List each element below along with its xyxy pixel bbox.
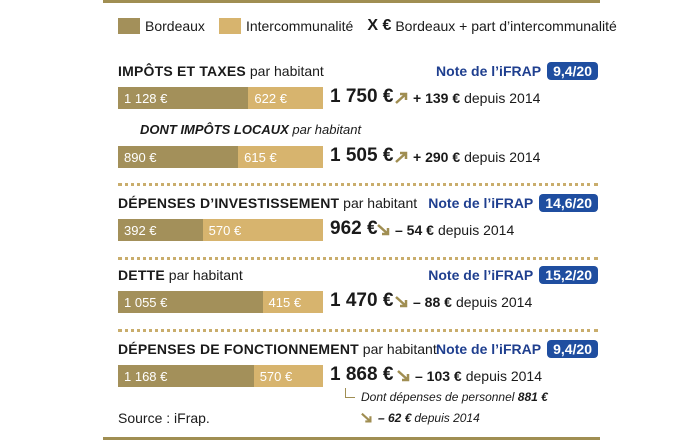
stacked-bar xyxy=(118,87,323,109)
arrow-down-icon xyxy=(376,223,392,237)
ifrap-score-badge: 15,2/20 xyxy=(539,266,598,284)
ifrap-score-badge: 9,4/20 xyxy=(547,62,598,80)
stacked-bar xyxy=(118,146,323,168)
bar-segment-interco: 570 € xyxy=(254,365,323,387)
change-since-2014: + 290 € depuis 2014 xyxy=(394,149,540,165)
section-title: DÉPENSES DE FONCTIONNEMENT par habitant xyxy=(118,341,437,357)
bar-segment-bordeaux: 392 € xyxy=(118,219,203,241)
legend-label-bordeaux: Bordeaux xyxy=(145,18,205,34)
change-since-2014: – 88 € depuis 2014 xyxy=(394,294,532,310)
total-value: 962 € xyxy=(330,218,378,239)
bar-segment-interco: 615 € xyxy=(238,146,323,168)
section-title: DETTE par habitant xyxy=(118,267,243,283)
section-impots-locaux xyxy=(118,122,598,172)
stacked-bar xyxy=(118,219,323,241)
legend-item-interco xyxy=(219,18,353,34)
source-note: Source : iFrap. xyxy=(118,410,210,426)
legend-item-total xyxy=(367,17,616,35)
total-value: 1 750 € xyxy=(330,86,394,107)
section-investissement xyxy=(118,195,598,245)
arrow-up-icon xyxy=(394,91,410,105)
legend-swatch-bordeaux xyxy=(118,18,140,34)
section-dette xyxy=(118,267,598,317)
dotted-divider xyxy=(118,183,598,186)
bottom-rule xyxy=(103,437,600,440)
ifrap-score-badge: 14,6/20 xyxy=(539,194,598,212)
stacked-bar xyxy=(118,365,323,387)
total-value: 1 505 € xyxy=(330,145,394,166)
personnel-note: Dont dépenses de personnel 881 € xyxy=(361,390,548,404)
legend xyxy=(118,15,631,37)
legend-item-bordeaux xyxy=(118,18,205,34)
personnel-change: – 62 € depuis 2014 xyxy=(360,411,480,425)
arrow-down-icon xyxy=(396,369,412,383)
arrow-down-icon xyxy=(360,412,374,424)
ifrap-note: Note de l’iFRAP 9,4/20 xyxy=(436,340,598,358)
section-fonctionnement xyxy=(118,341,598,391)
section-impots-taxes xyxy=(118,63,598,113)
callout-connector xyxy=(345,388,355,398)
ifrap-note: Note de l’iFRAP 15,2/20 xyxy=(428,266,598,284)
bar-segment-interco: 415 € xyxy=(263,291,323,313)
dotted-divider xyxy=(118,329,598,332)
change-since-2014: – 103 € depuis 2014 xyxy=(396,368,542,384)
total-value: 1 470 € xyxy=(330,290,394,311)
bar-segment-bordeaux: 1 055 € xyxy=(118,291,263,313)
bar-segment-interco: 570 € xyxy=(203,219,323,241)
bar-segment-interco: 622 € xyxy=(248,87,323,109)
arrow-down-icon xyxy=(394,295,410,309)
section-title: IMPÔTS ET TAXES par habitant xyxy=(118,63,324,79)
arrow-up-icon xyxy=(394,150,410,164)
ifrap-note: Note de l’iFRAP 9,4/20 xyxy=(436,62,598,80)
legend-x-symbol: X € xyxy=(367,17,392,34)
ifrap-score-badge: 9,4/20 xyxy=(547,340,598,358)
bar-segment-bordeaux: 1 168 € xyxy=(118,365,254,387)
bar-segment-bordeaux: 1 128 € xyxy=(118,87,248,109)
change-since-2014: – 54 € depuis 2014 xyxy=(376,222,514,238)
total-value: 1 868 € xyxy=(330,364,394,385)
legend-label-total: Bordeaux + part d’intercommunalité xyxy=(395,18,617,34)
legend-label-interco: Intercommunalité xyxy=(245,18,354,34)
bar-segment-bordeaux: 890 € xyxy=(118,146,238,168)
stacked-bar xyxy=(118,291,323,313)
legend-swatch-interco xyxy=(219,18,241,34)
change-since-2014: + 139 € depuis 2014 xyxy=(394,90,540,106)
section-title: DÉPENSES D’INVESTISSEMENT par habitant xyxy=(118,195,418,211)
ifrap-note: Note de l’iFRAP 14,6/20 xyxy=(428,194,598,212)
dotted-divider xyxy=(118,257,598,260)
section-subtitle: DONT IMPÔTS LOCAUX par habitant xyxy=(140,122,362,137)
top-rule xyxy=(103,0,600,3)
